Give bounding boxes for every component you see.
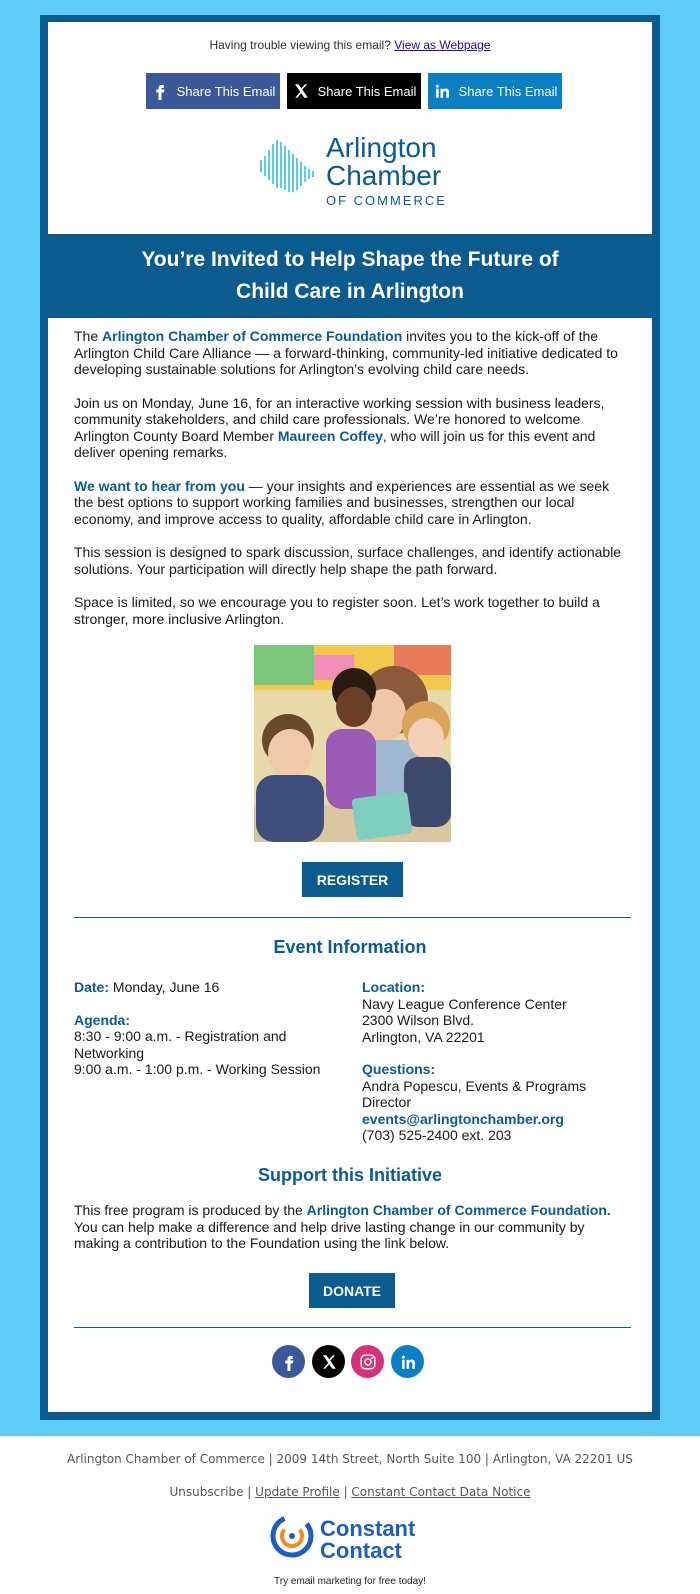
paragraph-2 [74,395,630,461]
share-facebook-button[interactable] [146,73,280,109]
hear-from-you: We want to hear from you [74,477,245,494]
p2-text-a: Join us on Monday, June 16, for an interactive working session with business leaders, community stakeholders, and child care professionals. We’re honored to welcome Arlington County Board Member [74,394,605,444]
date-value: Monday, June 16 [109,979,220,995]
location-line: 2300 Wilson Blvd. [362,1012,475,1028]
linkedin-social-link[interactable] [391,1345,424,1378]
share-linkedin-label: Share This Email [458,83,558,99]
paragraph-3 [74,478,630,528]
donate-button[interactable]: DONATE [309,1273,395,1308]
support-paragraph [74,1202,630,1252]
cc-line-2: Contact [320,1538,402,1563]
logo-wordmark [326,134,447,207]
event-details-left [74,979,324,1094]
location-label: Location: [362,979,425,995]
agenda-item: 9:00 a.m. - 1:00 p.m. - Working Session [74,1061,321,1077]
support-foundation-name: Arlington Chamber of Commerce Foundation. [306,1202,611,1218]
paragraph-5: Space is limited, so we encourage you to register soon. Let’s work together to build a stronger, more inclusive Arlington. [74,594,600,627]
linkedin-icon [433,82,451,100]
facebook-social-link[interactable] [272,1345,305,1378]
agenda-item: 8:30 - 9:00 a.m. - Registration and Networking [74,1028,287,1061]
unsubscribe-link[interactable]: Unsubscribe [169,1485,244,1499]
email-frame [40,15,660,1420]
share-facebook-label: Share This Email [176,83,276,99]
x-icon [320,1353,338,1371]
p3-text-b: — your insights and experiences are essential as we seek the best options to support working families and businesses, strengthen our local economy, and improve access to quality, affordable child care in Arlington. [74,477,610,527]
facebook-icon [151,82,169,100]
constant-contact-icon [270,1514,314,1558]
share-x-button[interactable] [287,73,421,109]
divider [74,917,631,918]
questions-block [362,1061,612,1144]
headline-line-2: Child Care in Arlington [236,280,464,303]
invitation-body [74,328,630,644]
separator: | [243,1485,256,1499]
update-profile-link[interactable]: Update Profile [255,1485,340,1499]
agenda-label: Agenda: [74,1011,130,1028]
footer-links [0,1485,700,1499]
trouble-viewing-line [48,38,652,52]
constant-contact-wordmark [320,1518,415,1562]
chamber-logo[interactable] [258,132,458,208]
support-text-a: This free program is produced by the [74,1202,307,1218]
paragraph-1 [74,328,630,378]
children-with-teacher-image [254,645,451,842]
logo-line-3: OF COMMERCE [326,193,447,208]
children-photo [254,645,451,842]
share-buttons [146,73,562,109]
data-notice-link[interactable]: Constant Contact Data Notice [351,1485,531,1499]
social-links [272,1345,432,1379]
headline-banner [40,234,660,318]
date-label: Date: [74,979,110,995]
speaker-name: Maureen Coffey [277,427,383,444]
foundation-name: Arlington Chamber of Commerce Foundation [102,328,403,344]
support-heading: Support this Initiative [257,1165,442,1185]
email-card [48,22,652,1412]
instagram-social-link[interactable] [351,1345,384,1378]
location-line: Navy League Conference Center [362,995,567,1012]
linkedin-icon [399,1353,417,1371]
p2-text-c: , who will join us for this event and deliver opening remarks. [74,427,596,460]
paragraph-4: This session is designed to spark discussion, surface challenges, and identify actionable solutions. Your participation will directly help shape the path forward. [74,544,622,577]
agenda-block [74,1012,324,1078]
support-text-c: You can help make a difference and help drive lasting change in our community by making a contribution to the Foundation using the link below. [74,1218,585,1251]
logo-line-1: Arlington [326,132,437,163]
p1-text-a: The [74,328,103,344]
share-linkedin-button[interactable] [428,73,562,109]
location-block [362,979,612,1045]
footer-address: Arlington Chamber of Commerce | 2009 14th Street, North Suite 100 | Arlington, VA 22201 US [67,1452,633,1466]
event-information-heading: Event Information [273,937,427,957]
cc-line-1: Constant [320,1516,416,1541]
divider [74,1327,631,1328]
cc-tagline[interactable]: Try email marketing for free today! [274,1576,426,1587]
share-x-label: Share This Email [317,83,417,99]
date-block [74,979,324,996]
email-footer [0,1436,700,1594]
trouble-text: Having trouble viewing this email? [209,38,391,52]
logo-line-2: Chamber [326,160,442,191]
location-line: Arlington, VA 22201 [362,1028,485,1045]
waveform-logo-icon [258,138,322,198]
instagram-icon [359,1353,377,1371]
contact-email-link[interactable]: events@arlingtonchamber.org [362,1110,564,1127]
contact-phone: (703) 525-2400 ext. 203 [362,1127,512,1143]
p1-text-c: invites you to the kick-off of the Arlington Child Care Alliance — a forward-thinking, community-led initiative dedicated to developing sustainable solutions for Arlington’s evolving child care needs. [74,328,618,377]
contact-name: Andra Popescu, Events & Programs Director [362,1077,587,1110]
questions-label: Questions: [362,1061,436,1077]
constant-contact-logo[interactable] [270,1514,440,1564]
register-button[interactable]: REGISTER [302,862,403,897]
headline-line-1: You’re Invited to Help Shape the Future of [141,248,559,271]
separator: | [339,1485,352,1499]
event-details-right [362,979,612,1160]
facebook-icon [280,1353,298,1371]
x-social-link[interactable] [312,1345,345,1378]
view-as-webpage-link[interactable]: View as Webpage [394,38,491,52]
x-icon [292,82,310,100]
